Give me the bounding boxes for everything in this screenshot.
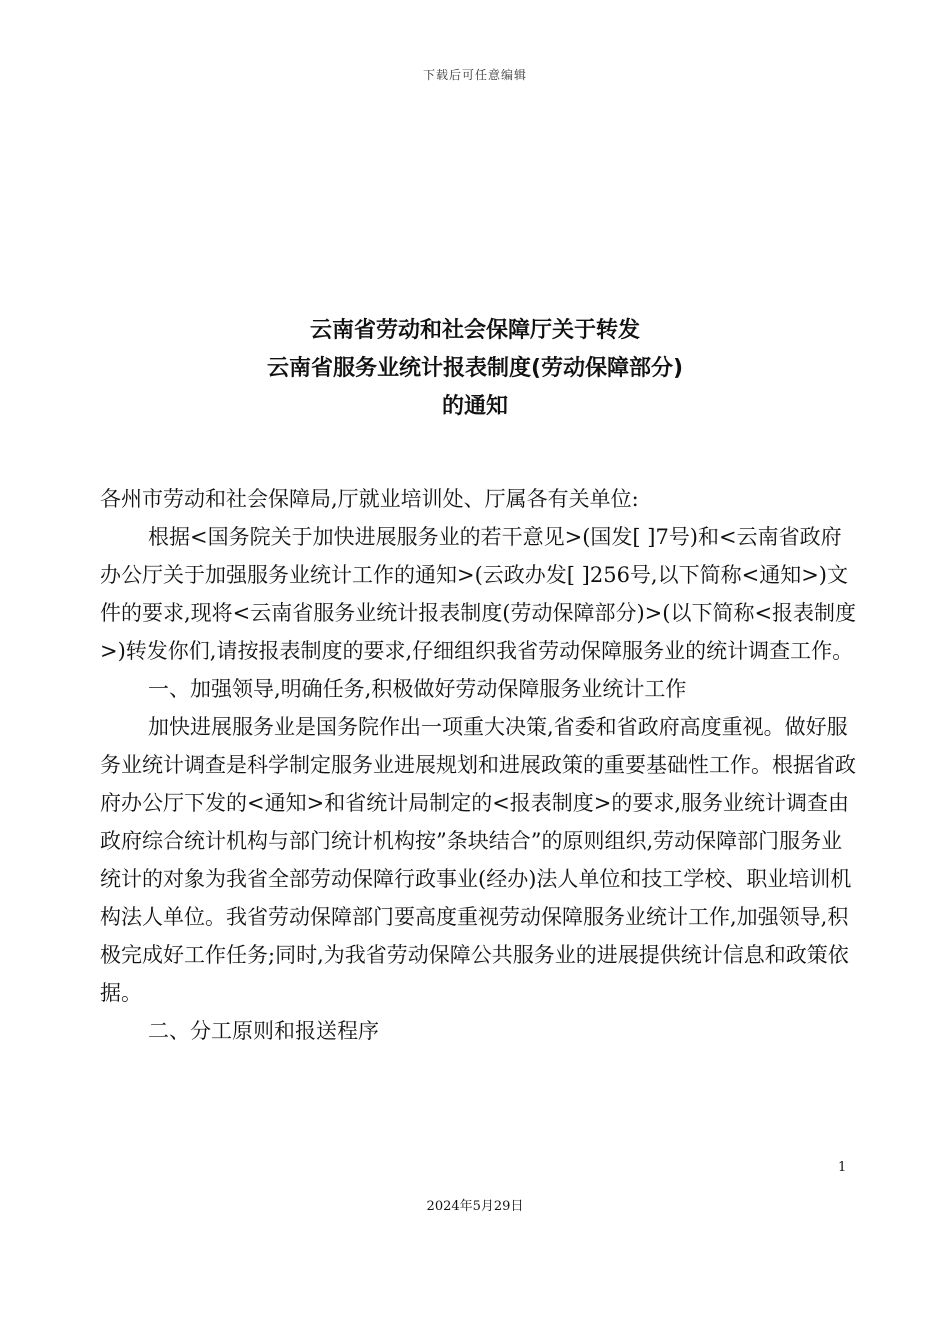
document-title	[0, 312, 950, 426]
header-note: 下载后可任意编辑	[422, 68, 527, 82]
section-heading-1: 一、加强领导,明确任务,积极做好劳动保障服务业统计工作	[148, 677, 687, 701]
document-body	[100, 480, 860, 1050]
title-line-2: 云南省服务业统计报表制度(劳动保障部分)	[266, 356, 684, 381]
footer-date: 2024年5月29日	[426, 1199, 524, 1214]
title-line-1: 云南省劳动和社会保障厅关于转发	[309, 318, 640, 343]
salutation: 各州市劳动和社会保障局,厅就业培训处、厅属各有关单位:	[100, 487, 639, 511]
section-heading-2: 二、分工原则和报送程序	[148, 1019, 379, 1043]
paragraph-intro: 根据<国务院关于加快进展服务业的若干意见>(国发[ ]7号)和<云南省政府办公厅关于加强服务业统计工作的通知>(云政办发[ ]256号,以下简称<通知>)文件的要求,现将<云南省服务业统计报表制度(劳动保障部分)>(以下简称<报表制度>)转发你们,请按报表制度的要求,仔细组织我省劳动保障服务业的统计调查工作。	[100, 525, 857, 663]
title-line-3: 的通知	[441, 394, 508, 419]
page-number: 1	[838, 1160, 847, 1175]
paragraph-section-1: 加快进展服务业是国务院作出一项重大决策,省委和省政府高度重视。做好服务业统计调查是科学制定服务业进展规划和进展政策的重要基础性工作。根据省政府办公厅下发的<通知>和省统计局制定的<报表制度>的要求,服务业统计调查由政府综合统计机构与部门统计机构按”条块结合”的原则组织,劳动保障部门服务业统计的对象为我省全部劳动保障行政事业(经办)法人单位和技工学校、职业培训机构法人单位。我省劳动保障部门要高度重视劳动保障服务业统计工作,加强领导,积极完成好工作任务;同时,为我省劳动保障公共服务业的进展提供统计信息和政策依据。	[100, 715, 856, 1005]
